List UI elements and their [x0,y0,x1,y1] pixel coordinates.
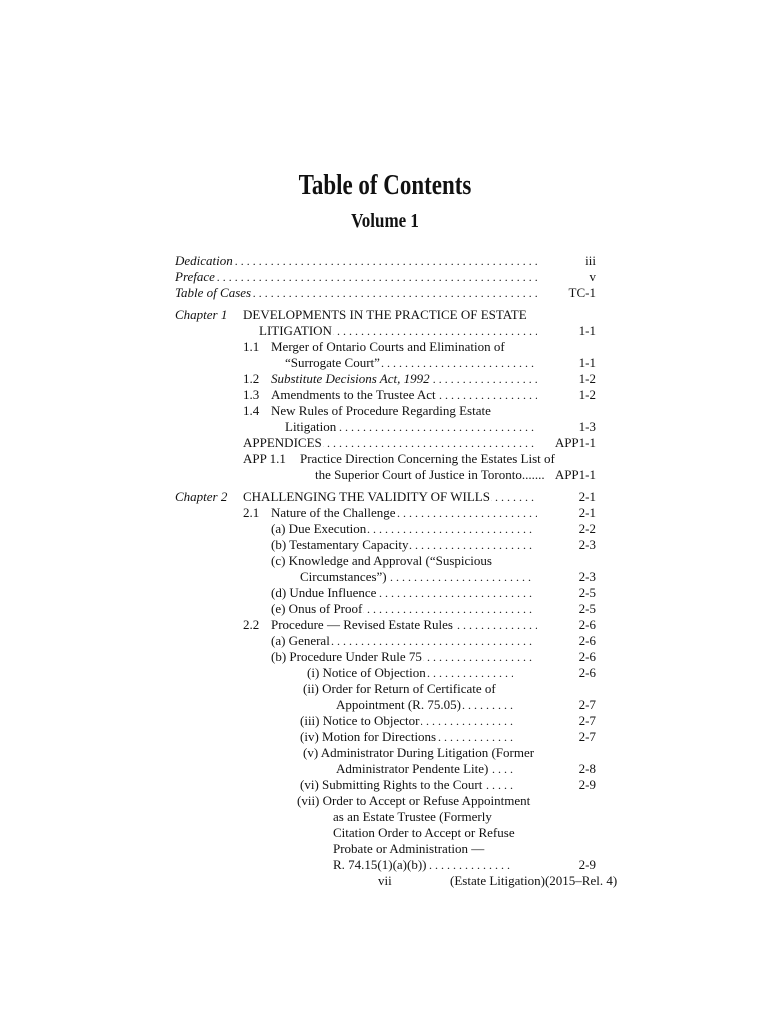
toc-entry-table-of-cases[interactable]: Table of Cases . . . [175,284,537,302]
section-1-2-number: 1.2 [243,371,260,386]
toc-page-table-of-cases: TC-1 [568,285,596,300]
section-2-1-a[interactable]: (a) Due Execution . . . [271,520,533,538]
section-2-1-b-page: 2-3 [578,537,596,552]
appendices-page: APP1-1 [554,435,596,450]
section-2-1-d[interactable]: (d) Undue Influence . . . [271,584,533,602]
rule-75-iii-page: 2-7 [578,713,596,728]
rule-75-vii-line3[interactable]: Citation Order to Accept or Refuse [333,825,515,840]
toc-entry-dedication[interactable]: Dedication . . . [175,252,537,270]
app-1-1-cont[interactable]: the Superior Court of Justice in Toronto....... [315,467,545,482]
section-2-1-a-page: 2-2 [578,521,596,536]
section-1-3-number: 1.3 [243,387,260,402]
section-2-2-b[interactable]: (b) Procedure Under Rule 75 . . . [271,648,533,666]
chapter-1-heading[interactable]: DEVELOPMENTS IN THE PRACTICE OF ESTATE [243,307,527,322]
section-1-2-page: 1-2 [578,371,596,386]
rule-75-iv-page: 2-7 [578,729,596,744]
rule-75-i-page: 2-6 [578,665,596,680]
section-1-3[interactable]: Amendments to the Trustee Act . . . [271,386,537,404]
chapter-1-page: 1-1 [578,323,596,338]
section-2-1-c[interactable]: (c) Knowledge and Approval (“Suspicious [271,553,492,568]
section-2-2[interactable]: Procedure — Revised Estate Rules . . . [271,616,537,634]
chapter-1-label: Chapter 1 [175,307,228,322]
rule-75-i[interactable]: (i) Notice of Objection . . . [307,664,513,682]
rule-75-iii[interactable]: (iii) Notice to Objector . . . [300,712,513,730]
footer-source: (Estate Litigation)(2015–Rel. 4) [450,873,618,888]
section-1-4-cont[interactable]: Litigation . . . [285,418,537,436]
section-1-1-page: 1-1 [578,355,596,370]
rule-75-vii-line4[interactable]: Probate or Administration — [333,841,485,856]
appendices-entry[interactable]: APPENDICES . . . [243,434,537,452]
chapter-2-label: Chapter 2 [175,489,228,504]
rule-75-v-page: 2-8 [578,761,596,776]
section-2-2-page: 2-6 [578,617,596,632]
section-2-1-e-page: 2-5 [578,601,596,616]
section-2-1-c-page: 2-3 [578,569,596,584]
section-2-1[interactable]: Nature of the Challenge . . . [271,504,537,522]
section-2-2-a-page: 2-6 [578,633,596,648]
section-1-1-cont[interactable]: “Surrogate Court” . . . [285,354,537,372]
app-1-1-page: APP1-1 [554,467,596,482]
footer-page-number: vii [378,873,392,888]
rule-75-ii[interactable]: (ii) Order for Return of Certificate of [303,681,496,696]
chapter-1-heading-cont[interactable]: LITIGATION . . . [259,322,537,340]
chapter-2-heading[interactable]: CHALLENGING THE VALIDITY OF WILLS . . . [243,488,537,506]
section-1-4[interactable]: New Rules of Procedure Regarding Estate [271,403,491,418]
section-2-2-b-page: 2-6 [578,649,596,664]
rule-75-ii-cont[interactable]: Appointment (R. 75.05) . . . [336,696,513,714]
section-2-2-a[interactable]: (a) General . . . [271,632,533,650]
section-2-2-number: 2.2 [243,617,260,632]
section-1-1[interactable]: Merger of Ontario Courts and Elimination of [271,339,505,354]
rule-75-v-cont[interactable]: Administrator Pendente Lite) . . . [336,760,513,778]
section-1-2[interactable]: Substitute Decisions Act, 1992 . . . [271,370,537,388]
section-2-1-number: 2.1 [243,505,260,520]
rule-75-vii-line2[interactable]: as an Estate Trustee (Formerly [333,809,492,824]
section-2-1-d-page: 2-5 [578,585,596,600]
section-2-1-b[interactable]: (b) Testamentary Capacity . . . [271,536,533,554]
rule-75-v[interactable]: (v) Administrator During Litigation (Former [303,745,535,760]
rule-75-vi-page: 2-9 [578,777,596,792]
section-1-4-page: 1-3 [578,419,596,434]
page-title: Table of Contents [298,170,472,201]
toc-page-preface: v [589,269,596,284]
rule-75-ii-page: 2-7 [578,697,596,712]
rule-75-vii-line5[interactable]: R. 74.15(1)(a)(b)) . . . [333,856,513,874]
section-1-4-number: 1.4 [243,403,260,418]
section-1-3-page: 1-2 [578,387,596,402]
section-2-1-c-cont[interactable]: Circumstances”) . . . [300,568,533,586]
rule-75-vii[interactable]: (vii) Order to Accept or Refuse Appointment [297,793,531,808]
section-2-1-e[interactable]: (e) Onus of Proof . . . [271,600,533,618]
section-1-1-number: 1.1 [243,339,260,354]
chapter-2-page: 2-1 [578,489,596,504]
section-2-1-page: 2-1 [578,505,596,520]
toc-page-dedication: iii [585,253,596,268]
rule-75-vi[interactable]: (vi) Submitting Rights to the Court . . . [300,776,513,794]
toc-entry-preface[interactable]: Preface . . . [175,268,537,286]
app-1-1-number: APP 1.1 [243,451,286,466]
volume-title: Volume 1 [351,210,419,232]
app-1-1[interactable]: Practice Direction Concerning the Estates List of [300,451,555,466]
rule-75-iv[interactable]: (iv) Motion for Directions . . . [300,728,513,746]
rule-75-vii-page: 2-9 [578,857,596,872]
